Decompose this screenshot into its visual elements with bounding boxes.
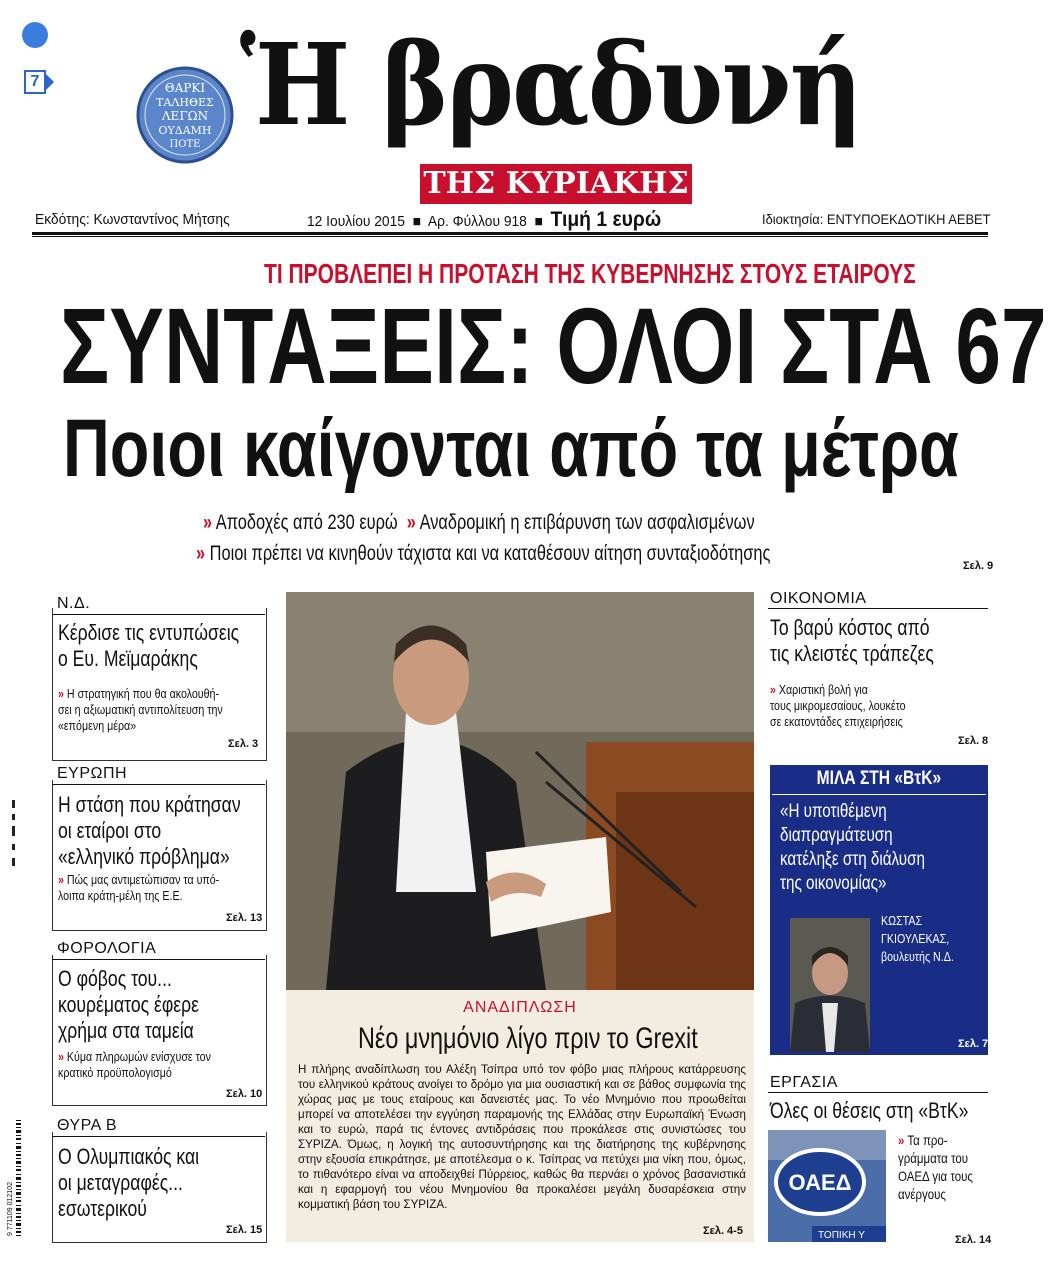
right-section-label: ΕΡΓΑΣΙΑ (770, 1074, 838, 1091)
publisher-text: Εκδότης: Κωνσταντίνος Μήτσης (35, 211, 230, 228)
barcode (4, 1118, 22, 1238)
jobs-title: Όλες οι θέσεις στη «ΒτΚ» (770, 1098, 969, 1123)
coin-seal-logo (135, 65, 235, 165)
side-strip-marks (8, 800, 20, 870)
left-item-page: Σελ. 13 (226, 912, 263, 924)
lead-bullets-line-1 (203, 512, 910, 533)
issue-number: Αρ. Φύλλου 918 (427, 213, 527, 230)
newspaper-subtitle: ΤΗΣ ΚΥΡΙΑΚΗΣ (420, 164, 692, 204)
left-item-title: Κέρδισε τις εντυπώσεις ο Ευ. Μεϊμαράκης (58, 620, 240, 671)
oaed-photo-caption: ΤΟΠΙΚΗ Υ (818, 1230, 865, 1241)
left-item-text: » Πώς μας αντιμετώπισαν τα υπό- λοιπα κράτη-μέλη της Ε.Ε. (58, 872, 220, 903)
story-kicker: ΑΝΑΔΙΠΛΩΣΗ (463, 999, 577, 1016)
newspaper-title (240, 20, 930, 151)
masthead-rule-thin (32, 236, 988, 237)
left-item-title: Ο Ολυμπιακός και οι μεταγραφές... εσωτερικού (58, 1144, 200, 1221)
left-item-page: Σελ. 15 (226, 1224, 263, 1236)
section-rule (768, 608, 988, 609)
section-rule (768, 1092, 988, 1093)
lead-photo (286, 592, 754, 990)
section-rule (52, 959, 265, 960)
interview-rule (772, 794, 986, 795)
jobs-text: » Τα προ- γράμματα του ΟΑΕΔ για τους ανέργους (898, 1132, 973, 1202)
economy-title: Το βαρύ κόστος από τις κλειστές τράπεζες (770, 615, 934, 666)
left-item-text: » Κύμα πληρωμών ενίσχυσε τον κρατικό προϋπολογισμό (58, 1049, 211, 1080)
separator-square-icon: ■ (530, 213, 547, 230)
chevron-icon: » (402, 511, 416, 534)
section-rule (52, 784, 265, 785)
barcode-digits: 9 771109 012102 (7, 1182, 14, 1236)
seal-line-3: ΛΕΓΩΝ (161, 109, 209, 123)
issue-date: 12 Ιουλίου 2015 (307, 213, 405, 230)
left-item-text: » Η στρατηγική που θα ακολουθή- σει η αξιωματική αντιπολίτευση την «επόμενη μέρα» (58, 686, 223, 733)
interviewee-photo (790, 918, 870, 1052)
left-item-title: Ο φόβος του... κουρέματος έφερε χρήμα στα ταμεία (58, 966, 199, 1043)
badge-arrow-icon (44, 72, 54, 92)
left-item-page: Σελ. 3 (228, 738, 259, 750)
publisher-line (35, 211, 247, 228)
lead-bullets-line-2 (196, 543, 932, 564)
chevron-icon: » (196, 542, 206, 565)
jobs-page: Σελ. 14 (955, 1234, 992, 1246)
economy-text: » Χαριστική βολή για τους μικρομεσαίους, λουκέτο σε εκατοντάδες επιχειρήσεις (770, 682, 906, 729)
title-text: Ἡ βραδυνή (240, 20, 862, 151)
left-section-label: Ν.Δ. (57, 595, 91, 612)
oaed-photo-label: ΟΑΕΔ (788, 1170, 852, 1195)
section-rule (52, 614, 265, 615)
section-rule (52, 1136, 265, 1137)
lead-bullet: Ποιοι πρέπει να κινηθούν τάχιστα και να καταθέσουν αίτηση συνταξιοδότησης (209, 542, 771, 565)
lead-headline: ΣΥΝΤΑΞΕΙΣ: ΟΛΟΙ ΣΤΑ 67 (60, 285, 1047, 406)
story-body: Η πλήρης αναδίπλωση του Αλέξη Τσίπρα υπό τον φόβο μιας πλήρους κατάρρευσης του ελληνικού κράτους ανοίγει το δρόμο για μια ουσιαστική και σε βάθος συμφωνία της χώρας μας με τους εταίρους και δανειστές μας. Το νέο Μνημόνιο που προωθείται μπορεί να αποτελέσει την εγγύηση παραμονής της Ελλάδας στην Ευρωπαϊκή Ένωση και το ευρώ, παρά τις έντονες αντιδράσεις που προκάλεσε στις συνιστώσες του ΣΥΡΙΖΑ. Όμως, η λογική της αυτοσυντήρησης και της διατήρησης της κυβέρνησης στην εξουσία επικράτησε, με αποτέλεσμα ο κ. Τσίπρας να πετύχει μια νίκη που, όμως, το πιθανότερο είναι να αποδειχθεί Πύρρειος, καθώς θα περνάει ο χρόνος βασανιστικά και η εφαρμογή του νέου Μνημονίου θα προκαλέσει μεγάλη δυσαρέσκεια στην κομματική βάση του ΣΥΡΙΖΑ. (298, 1063, 746, 1211)
story-page-ref: Σελ. 4-5 (703, 1225, 743, 1237)
left-section-label: ΕΥΡΩΠΗ (57, 765, 128, 782)
interview-quote: «Η υποτιθέμενη διαπραγμάτευση κατέληξε στη διάλυση της οικονομίας» (780, 801, 925, 894)
left-item-title: Η στάση που κράτησαν οι εταίροι στο «ελληνικό πρόβλημα» (58, 792, 241, 869)
left-section-label: ΦΟΡΟΛΟΓΙΑ (57, 940, 157, 957)
interview-header: ΜΙΛΑ ΣΤΗ «ΒτΚ» (816, 768, 942, 789)
economy-page: Σελ. 8 (958, 735, 989, 747)
lead-subheadline: Ποιοι καίγονται από τα μέτρα (63, 403, 959, 494)
issue-price: Τιμή 1 ευρώ (550, 208, 662, 231)
masthead-rule (32, 232, 988, 235)
separator-square-icon: ■ (408, 213, 425, 230)
right-section-label: ΟΙΚΟΝΟΜΙΑ (770, 590, 867, 607)
seal-line-2: ΤΑΛΗΘΕΣ (156, 96, 214, 109)
interview-page: Σελ. 7 (958, 1038, 989, 1050)
seal-line-5: ΠΟΤΕ (169, 139, 201, 150)
oaed-photo (768, 1130, 886, 1242)
left-section-label: ΘΥΡΑ Β (57, 1117, 117, 1134)
lead-kicker: ΤΙ ΠΡΟΒΛΕΠΕΙ Η ΠΡΟΤΑΣΗ ΤΗΣ ΚΥΒΕΡΝΗΣΗΣ ΣΤΟΥΣ ΕΤΑΙΡΟΥΣ (264, 258, 916, 289)
owner-line (762, 211, 1010, 227)
interviewee-name: ΚΩΣΤΑΣ ΓΚΙΟΥΛΕΚΑΣ, βουλευτής Ν.Δ. (881, 913, 954, 964)
lead-bullet: Αποδοχές από 230 ευρώ (215, 511, 398, 534)
lead-bullet: Αναδρομική η επιβάρυνση των ασφαλισμένων (419, 511, 755, 534)
corner-dot (22, 22, 48, 48)
lead-page-ref: Σελ. 9 (963, 560, 994, 572)
seal-line-4: ΟΥΔΑΜΗ (158, 124, 212, 137)
story-title: Νέο μνημόνιο λίγο πριν το Grexit (358, 1022, 698, 1055)
page-number-badge: 7 (24, 70, 46, 94)
owner-text: Ιδιοκτησία: ΕΝΤΥΠΟΕΚΔΟΤΙΚΗ ΑΕΒΕΤ (762, 211, 991, 227)
dateline (307, 208, 692, 232)
chevron-icon: » (203, 511, 213, 534)
left-item-page: Σελ. 10 (226, 1088, 263, 1100)
seal-line-1: ΘΑΡΚΙ (164, 81, 206, 95)
